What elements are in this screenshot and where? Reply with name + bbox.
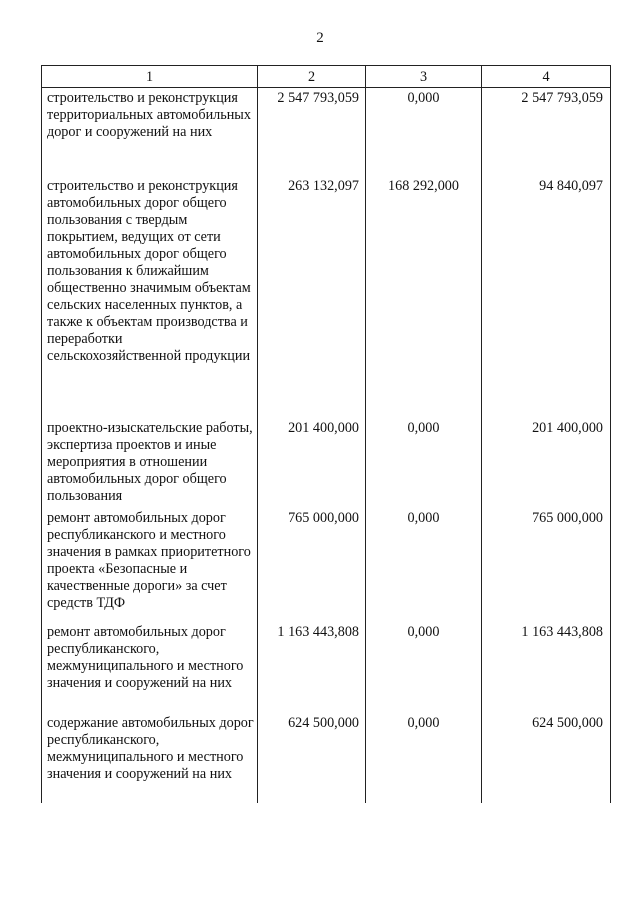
row-value-col2: 263 132,097 (258, 176, 366, 418)
column-header-1: 1 (42, 66, 258, 88)
row-value-col4: 765 000,000 (482, 508, 611, 622)
row-value-col3: 0,000 (366, 622, 482, 713)
row-name: строительство и реконструкция территориальных автомобильных дорог и сооружений на них (42, 88, 258, 177)
row-name: ремонт автомобильных дорог республиканского и местного значения в рамках приоритетного проекта «Безопасные и качественные дороги» за счет средств ТДФ (42, 508, 258, 622)
row-value-col2: 1 163 443,808 (258, 622, 366, 713)
table-row (42, 418, 611, 508)
row-value-col4: 2 547 793,059 (482, 88, 611, 177)
row-name: строительство и реконструкция автомобильных дорог общего пользования с твердым покрытием, ведущих от сети автомобильных дорог общего пользования к ближайшим общественно значимым объектам сельских населенных пунктов, а также к объектам производства и переработки сельскохозяйственной продукции (42, 176, 258, 418)
column-header-4: 4 (482, 66, 611, 88)
row-name: проектно-изыскательские работы, экспертиза проектов и иные мероприятия в отношении автомобильных дорог общего пользования (42, 418, 258, 508)
row-value-col3: 0,000 (366, 508, 482, 622)
row-value-col3: 0,000 (366, 88, 482, 177)
column-header-2: 2 (258, 66, 366, 88)
budget-table (41, 65, 611, 803)
row-value-col4: 94 840,097 (482, 176, 611, 418)
row-name: содержание автомобильных дорог республиканского, межмуниципального и местного значения и сооружений на них (42, 713, 258, 803)
row-name: ремонт автомобильных дорог республиканского, межмуниципального и местного значения и сооружений на них (42, 622, 258, 713)
row-value-col2: 2 547 793,059 (258, 88, 366, 177)
row-value-col4: 1 163 443,808 (482, 622, 611, 713)
row-value-col3: 0,000 (366, 418, 482, 508)
table-row (42, 176, 611, 418)
row-value-col3: 0,000 (366, 713, 482, 803)
row-value-col2: 624 500,000 (258, 713, 366, 803)
row-value-col2: 201 400,000 (258, 418, 366, 508)
table-row (42, 88, 611, 177)
table-row (42, 713, 611, 803)
table-header-row (42, 66, 611, 88)
page-number: 2 (316, 30, 324, 46)
table-row (42, 622, 611, 713)
table-row (42, 508, 611, 622)
row-value-col4: 624 500,000 (482, 713, 611, 803)
row-value-col2: 765 000,000 (258, 508, 366, 622)
row-value-col3: 168 292,000 (366, 176, 482, 418)
column-header-3: 3 (366, 66, 482, 88)
row-value-col4: 201 400,000 (482, 418, 611, 508)
